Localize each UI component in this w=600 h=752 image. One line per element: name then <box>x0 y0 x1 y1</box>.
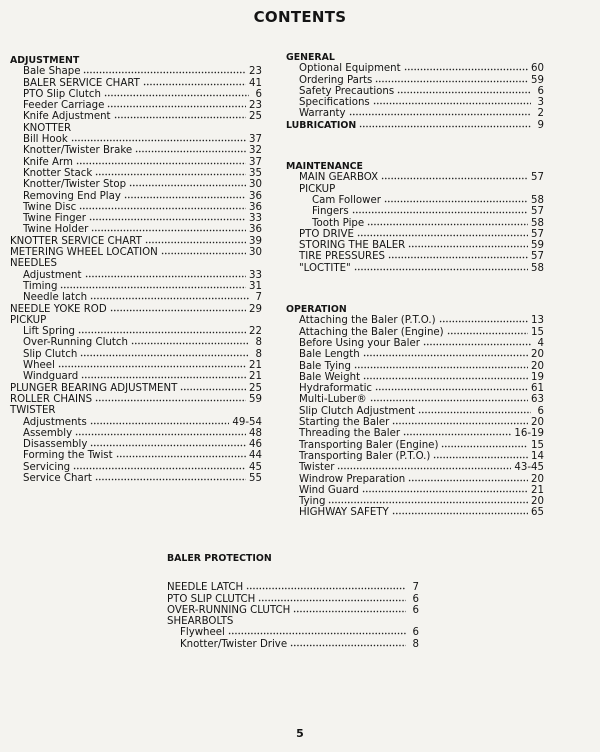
toc-entry-starting-the-baler[interactable] <box>286 417 544 428</box>
toc-entry-label: Lift Spring <box>23 326 76 338</box>
toc-entry-label: Removing End Play <box>23 190 121 202</box>
toc-entry-transporting-baler-p-t-o[interactable] <box>286 451 544 462</box>
toc-entry-page: 7 <box>255 292 262 304</box>
toc-entry-page: 60 <box>531 63 544 75</box>
toc-entry-page: 21 <box>249 360 262 372</box>
toc-entry-page: 39 <box>249 235 262 247</box>
dot-leader <box>145 236 246 244</box>
dot-leader <box>60 281 246 289</box>
toc-entry-main-gearbox[interactable] <box>286 172 544 183</box>
toc-entry-page: 63 <box>531 394 544 406</box>
toc-entry-twine-finger[interactable] <box>10 213 262 224</box>
toc-entry-page: 58 <box>531 262 544 274</box>
dot-leader <box>375 75 528 83</box>
dot-leader <box>337 462 511 470</box>
toc-entry-label: PTO DRIVE <box>299 228 354 240</box>
toc-entry-label: Specifications <box>299 97 370 109</box>
toc-entry-knotter-service-chart[interactable] <box>10 236 262 247</box>
toc-entry-knife-arm[interactable] <box>10 157 262 168</box>
toc-entry-page: 20 <box>531 360 544 372</box>
dot-leader <box>367 218 528 226</box>
toc-entry-label: Forming the Twist <box>23 450 113 462</box>
toc-entry-label: Needle latch <box>23 292 88 304</box>
toc-entry-page: 57 <box>531 206 544 218</box>
toc-entry-page: 20 <box>531 349 544 361</box>
toc-entry-page: 45 <box>249 461 262 473</box>
toc-entry-roller-chains[interactable] <box>10 394 262 405</box>
toc-entry-baler-service-chart[interactable] <box>10 78 262 89</box>
dot-leader <box>375 383 528 391</box>
toc-entry-slip-clutch-adjustment[interactable] <box>286 406 544 417</box>
toc-entry-label: Optional Equipment <box>299 63 401 75</box>
toc-subheading-needles: NEEDLES <box>10 258 57 270</box>
toc-entry-label: Safety Precautions <box>299 85 395 97</box>
section-spacer <box>286 274 544 304</box>
toc-entry-page: 25 <box>249 111 262 123</box>
toc-entry-label: Wind Guard <box>299 484 359 496</box>
toc-entry-highway-safety[interactable] <box>286 507 544 518</box>
section-spacer <box>167 564 419 582</box>
toc-entry-label: Transporting Baler (P.T.O.) <box>299 450 431 462</box>
toc-entry-label: Twine Holder <box>23 224 89 236</box>
toc-entry-label: Transporting Baler (Engine) <box>299 439 439 451</box>
dot-leader <box>131 337 249 345</box>
dot-leader <box>90 292 249 300</box>
dot-leader <box>354 263 528 271</box>
dot-leader <box>362 485 528 493</box>
toc-entry-label: LUBRICATION <box>286 119 357 131</box>
toc-entry-page: 6 <box>537 85 544 97</box>
toc-subheading-twister: TWISTER <box>10 405 56 417</box>
toc-entry-page: 49-54 <box>232 416 262 428</box>
dot-leader <box>408 240 528 248</box>
toc-subheading-knotter: KNOTTER <box>23 122 72 134</box>
toc-entry-flywheel[interactable] <box>167 627 419 638</box>
toc-entry-page: 59 <box>531 240 544 252</box>
toc-entry-tooth-pipe[interactable] <box>286 218 544 229</box>
toc-entry-attaching-the-baler-p-t-o[interactable] <box>286 315 544 326</box>
toc-entry-warranty[interactable] <box>286 108 544 119</box>
dot-leader <box>447 327 528 335</box>
toc-entry-page: 33 <box>249 269 262 281</box>
section-heading-baler-protection: BALER PROTECTION <box>167 553 272 564</box>
toc-entry-page: 65 <box>531 507 544 519</box>
toc-entry-label: Bale Weight <box>299 371 361 383</box>
toc-entry-page: 44 <box>249 450 262 462</box>
toc-entry-page: 7 <box>412 582 419 594</box>
toc-entry-service-chart[interactable] <box>10 473 262 484</box>
toc-entry-disassembly[interactable] <box>10 439 262 450</box>
dot-leader <box>359 120 531 128</box>
dot-leader <box>290 639 406 647</box>
toc-entry-page: 13 <box>531 315 544 327</box>
page-number: 5 <box>296 727 304 740</box>
toc-entry-bale-length[interactable] <box>286 349 544 360</box>
toc-entry-page: 6 <box>412 593 419 605</box>
dot-leader <box>80 349 249 357</box>
toc-entry-page: 37 <box>249 134 262 146</box>
dot-leader <box>161 247 246 255</box>
toc-entry-page: 14 <box>531 450 544 462</box>
dot-leader <box>392 417 528 425</box>
toc-entry-label: Flywheel <box>180 627 225 639</box>
toc-entry-page: 31 <box>249 280 262 292</box>
toc-entry-page: 23 <box>249 66 262 78</box>
toc-entry-needle-latch[interactable] <box>167 582 419 593</box>
toc-entry-page: 37 <box>249 156 262 168</box>
toc-entry-label: NEEDLE YOKE ROD <box>10 303 107 315</box>
dot-leader <box>228 627 406 635</box>
dot-leader <box>370 394 528 402</box>
toc-entry-label: Before Using your Baler <box>299 337 420 349</box>
toc-entry-label: OVER-RUNNING CLUTCH <box>167 604 291 616</box>
toc-entry-label: Tooth Pipe <box>312 217 365 229</box>
toc-entry-label: MAIN GEARBOX <box>299 172 379 184</box>
dot-leader <box>423 338 531 346</box>
toc-entry-ordering-parts[interactable] <box>286 75 544 86</box>
toc-entry-label: Hydraformatic <box>299 383 373 395</box>
toc-entry-multi-luber[interactable] <box>286 394 544 405</box>
dot-leader <box>75 428 246 436</box>
toc-entry-page: 36 <box>249 201 262 213</box>
dot-leader <box>143 78 246 86</box>
toc-entry-safety-precautions[interactable] <box>286 86 544 97</box>
toc-entry-bale-tying[interactable] <box>286 361 544 372</box>
dot-leader <box>328 496 528 504</box>
toc-entry-label: Over-Running Clutch <box>23 337 128 349</box>
toc-entry-hydraformatic[interactable] <box>286 383 544 394</box>
toc-entry-label: Wheel <box>23 360 55 372</box>
toc-entry-knotter-twister-drive[interactable] <box>167 639 419 650</box>
toc-entry-lift-spring[interactable] <box>10 326 262 337</box>
toc-entry-page: 21 <box>249 371 262 383</box>
toc-subheading-pickup: PICKUP <box>299 183 336 195</box>
toc-entry-bill-hook[interactable] <box>10 134 262 145</box>
toc-baler-protection <box>167 553 419 650</box>
dot-leader <box>95 168 246 176</box>
dot-leader <box>373 97 531 105</box>
dot-leader <box>363 372 528 380</box>
toc-entry-label: BALER SERVICE CHART <box>23 77 140 89</box>
toc-left-column <box>10 55 262 484</box>
toc-entry-label: Threading the Baler <box>299 428 401 440</box>
toc-entry-label: Servicing <box>23 461 71 473</box>
toc-entry-label: Tying <box>299 496 326 508</box>
toc-entry-page: 59 <box>249 393 262 405</box>
dot-leader <box>258 594 406 602</box>
toc-entry-bale-weight[interactable] <box>286 372 544 383</box>
dot-leader <box>441 440 528 448</box>
toc-entry-page: 30 <box>249 247 262 259</box>
toc-entry-label: Knotter/Twister Brake <box>23 145 133 157</box>
page-title: CONTENTS <box>253 8 347 26</box>
toc-entry-label: Slip Clutch Adjustment <box>299 405 416 417</box>
toc-entry-page: 61 <box>531 383 544 395</box>
dot-leader <box>439 315 528 323</box>
toc-entry-label: Warranty <box>299 108 346 120</box>
toc-entry-pto-drive[interactable] <box>286 229 544 240</box>
dot-leader <box>90 439 246 447</box>
dot-leader <box>397 86 531 94</box>
dot-leader <box>71 134 246 142</box>
toc-entry-page: 48 <box>249 427 262 439</box>
toc-entry-label: Knotter/Twister Stop <box>23 179 127 191</box>
toc-entry-page: 46 <box>249 439 262 451</box>
toc-entry-assembly[interactable] <box>10 428 262 439</box>
toc-entry-page: 8 <box>255 348 262 360</box>
dot-leader <box>180 383 246 391</box>
toc-entry-page: 9 <box>537 119 544 131</box>
toc-entry-page: 57 <box>531 172 544 184</box>
dot-leader <box>107 100 246 108</box>
dot-leader <box>433 451 528 459</box>
toc-entry-label: Knotter/Twister Drive <box>180 638 288 650</box>
toc-entry-page: 8 <box>255 337 262 349</box>
toc-right-column <box>286 52 544 519</box>
toc-entry-knife-adjustment[interactable] <box>10 111 262 122</box>
toc-entry-knotter-twister-brake[interactable] <box>10 145 262 156</box>
toc-entry-page: 57 <box>531 228 544 240</box>
dot-leader <box>357 229 528 237</box>
toc-entry-page: 35 <box>249 167 262 179</box>
toc-entry-page: 41 <box>249 77 262 89</box>
toc-entry-tire-pressures[interactable] <box>286 251 544 262</box>
dot-leader <box>381 172 528 180</box>
toc-entry-label: Fingers <box>312 206 349 218</box>
toc-entry-label: Multi-Luber® <box>299 394 367 406</box>
toc-entry-label: Adjustments <box>23 416 87 428</box>
toc-entry-needle-latch[interactable] <box>10 292 262 303</box>
toc-entry-page: 15 <box>531 439 544 451</box>
dot-leader <box>135 145 246 153</box>
toc-entry-label: Attaching the Baler (Engine) <box>299 326 444 338</box>
toc-entry-forming-the-twist[interactable] <box>10 450 262 461</box>
dot-leader <box>363 349 528 357</box>
toc-entry-loctite[interactable] <box>286 263 544 274</box>
section-heading-adjustment: ADJUSTMENT <box>10 55 80 66</box>
toc-entry-page: 55 <box>249 472 262 484</box>
toc-entry-page: 3 <box>537 97 544 109</box>
toc-entry-twine-holder[interactable] <box>10 224 262 235</box>
toc-entry-over-running-clutch[interactable] <box>167 605 419 616</box>
toc-entry-needle-yoke-rod[interactable] <box>10 304 262 315</box>
toc-entry-label: ROLLER CHAINS <box>10 393 93 405</box>
dot-leader <box>78 326 246 334</box>
dot-leader <box>110 304 246 312</box>
toc-entry-label: Bale Length <box>299 349 360 361</box>
toc-entry-label: "LOCTITE" <box>299 262 351 274</box>
toc-entry-page: 36 <box>249 224 262 236</box>
toc-entry-page: 23 <box>249 100 262 112</box>
toc-entry-page: 6 <box>412 627 419 639</box>
toc-entry-adjustments[interactable] <box>10 417 262 428</box>
toc-entry-twister[interactable] <box>286 462 544 473</box>
dot-leader <box>73 462 246 470</box>
toc-entry-page: 15 <box>531 326 544 338</box>
toc-entry-metering-wheel-location[interactable] <box>10 247 262 258</box>
dot-leader <box>404 63 528 71</box>
toc-entry-label: Slip Clutch <box>23 348 78 360</box>
dot-leader <box>58 360 246 368</box>
toc-entry-label: TIRE PRESSURES <box>299 251 386 263</box>
toc-entry-threading-the-baler[interactable] <box>286 428 544 439</box>
toc-entry-label: Feeder Carriage <box>23 100 105 112</box>
toc-entry-optional-equipment[interactable] <box>286 63 544 74</box>
toc-entry-label: STORING THE BALER <box>299 240 406 252</box>
dot-leader <box>129 179 246 187</box>
toc-entry-fingers[interactable] <box>286 206 544 217</box>
dot-leader <box>293 605 406 613</box>
toc-entry-page: 29 <box>249 303 262 315</box>
toc-entry-page: 30 <box>249 179 262 191</box>
toc-entry-storing-the-baler[interactable] <box>286 240 544 251</box>
toc-entry-page: 19 <box>531 371 544 383</box>
dot-leader <box>81 371 246 379</box>
toc-entry-knotter-stack[interactable] <box>10 168 262 179</box>
dot-leader <box>85 270 247 278</box>
toc-entry-before-using-your-baler[interactable] <box>286 338 544 349</box>
toc-entry-pto-slip-clutch[interactable] <box>10 89 262 100</box>
toc-entry-label: HIGHWAY SAFETY <box>299 507 389 519</box>
toc-entry-removing-end-play[interactable] <box>10 191 262 202</box>
toc-entry-page: 58 <box>531 194 544 206</box>
dot-leader <box>418 406 531 414</box>
toc-entry-cam-follower[interactable] <box>286 195 544 206</box>
toc-entry-page: 16-19 <box>514 428 544 440</box>
dot-leader <box>95 473 246 481</box>
toc-entry-twine-disc[interactable] <box>10 202 262 213</box>
dot-leader <box>246 582 406 590</box>
toc-entry-page: 57 <box>531 251 544 263</box>
toc-entry-page: 4 <box>537 337 544 349</box>
toc-entry-label: Windrow Preparation <box>299 473 406 485</box>
dot-leader <box>388 251 528 259</box>
toc-entry-label: Cam Follower <box>312 194 381 206</box>
toc-entry-wheel[interactable] <box>10 360 262 371</box>
toc-entry-page: 59 <box>531 74 544 86</box>
toc-entry-wind-guard[interactable] <box>286 485 544 496</box>
dot-leader <box>349 108 531 116</box>
dot-leader <box>76 157 246 165</box>
toc-entry-page: 21 <box>531 484 544 496</box>
toc-entry-bale-shape[interactable] <box>10 66 262 77</box>
section-heading-maintenance: MAINTENANCE <box>286 161 363 173</box>
dot-leader <box>354 361 528 369</box>
toc-entry-page: 22 <box>249 326 262 338</box>
toc-entry-label: Windguard <box>23 371 79 383</box>
toc-entry-page: 6 <box>537 405 544 417</box>
dot-leader <box>392 507 528 515</box>
toc-entry-label: NEEDLE LATCH <box>167 582 244 594</box>
toc-entry-label: Knotter Stack <box>23 167 93 179</box>
toc-entry-pto-slip-clutch[interactable] <box>167 594 419 605</box>
toc-entry-page: 8 <box>412 638 419 650</box>
toc-entry-label: KNOTTER SERVICE CHART <box>10 235 142 247</box>
toc-entry-label: Knife Adjustment <box>23 111 111 123</box>
toc-entry-label: Bale Tying <box>299 360 351 372</box>
toc-entry-page: 6 <box>412 604 419 616</box>
section-heading-general: GENERAL <box>286 52 335 63</box>
toc-entry-over-running-clutch[interactable] <box>10 337 262 348</box>
toc-entry-label: METERING WHEEL LOCATION <box>10 247 158 259</box>
toc-entry-page: 20 <box>531 417 544 429</box>
dot-leader <box>384 195 528 203</box>
toc-entry-plunger-bearing-adjustment[interactable] <box>10 383 262 394</box>
toc-entry-lubrication[interactable] <box>286 120 544 131</box>
dot-leader <box>352 206 528 214</box>
dot-leader <box>90 417 230 425</box>
toc-entry-label: PTO SLIP CLUTCH <box>167 593 256 605</box>
toc-entry-label: Attaching the Baler (P.T.O.) <box>299 315 436 327</box>
dot-leader <box>116 450 246 458</box>
dot-leader <box>408 474 528 482</box>
toc-entry-label: Twine Finger <box>23 213 86 225</box>
section-heading-operation: OPERATION <box>286 304 347 316</box>
toc-entry-specifications[interactable] <box>286 97 544 108</box>
toc-entry-attaching-the-baler-engine[interactable] <box>286 327 544 338</box>
dot-leader <box>89 213 246 221</box>
toc-entry-page: 58 <box>531 217 544 229</box>
toc-subheading-shearbolts: SHEARBOLTS <box>167 616 234 628</box>
dot-leader <box>95 394 246 402</box>
toc-subheading-pickup: PICKUP <box>10 314 47 326</box>
toc-entry-label: Ordering Parts <box>299 74 373 86</box>
toc-entry-label: Bill Hook <box>23 134 68 146</box>
toc-entry-label: Bale Shape <box>23 66 81 78</box>
toc-entry-page: 20 <box>531 496 544 508</box>
dot-leader <box>104 89 249 97</box>
toc-entry-label: PTO Slip Clutch <box>23 88 101 100</box>
toc-entry-servicing[interactable] <box>10 462 262 473</box>
toc-entry-label: Adjustment <box>23 269 82 281</box>
toc-entry-label: Twister <box>299 462 335 474</box>
toc-entry-transporting-baler-engine[interactable] <box>286 440 544 451</box>
toc-entry-page: 25 <box>249 382 262 394</box>
toc-entry-page: 20 <box>531 473 544 485</box>
dot-leader <box>79 202 246 210</box>
toc-entry-page: 2 <box>537 108 544 120</box>
dot-leader <box>124 191 246 199</box>
dot-leader <box>114 111 246 119</box>
dot-leader <box>91 224 246 232</box>
toc-entry-page: 32 <box>249 145 262 157</box>
toc-entry-label: Service Chart <box>23 472 92 484</box>
toc-entry-label: Twine Disc <box>23 201 77 213</box>
toc-entry-label: Assembly <box>23 427 73 439</box>
section-spacer <box>286 131 544 161</box>
toc-entry-page: 6 <box>255 88 262 100</box>
toc-entry-slip-clutch[interactable] <box>10 349 262 360</box>
toc-entry-label: Starting the Baler <box>299 417 390 429</box>
toc-entry-label: PLUNGER BEARING ADJUSTMENT <box>10 382 178 394</box>
toc-entry-adjustment[interactable] <box>10 270 262 281</box>
toc-entry-page: 33 <box>249 213 262 225</box>
toc-entry-label: Timing <box>23 280 58 292</box>
toc-entry-windguard[interactable] <box>10 371 262 382</box>
dot-leader <box>403 428 511 436</box>
dot-leader <box>83 66 246 74</box>
toc-entry-timing[interactable] <box>10 281 262 292</box>
toc-entry-windrow-preparation[interactable] <box>286 474 544 485</box>
toc-entry-label: Disassembly <box>23 439 88 451</box>
toc-entry-tying[interactable] <box>286 496 544 507</box>
toc-entry-page: 43-45 <box>514 462 544 474</box>
toc-entry-label: Knife Arm <box>23 156 73 168</box>
toc-entry-page: 36 <box>249 190 262 202</box>
toc-entry-feeder-carriage[interactable] <box>10 100 262 111</box>
toc-entry-knotter-twister-stop[interactable] <box>10 179 262 190</box>
